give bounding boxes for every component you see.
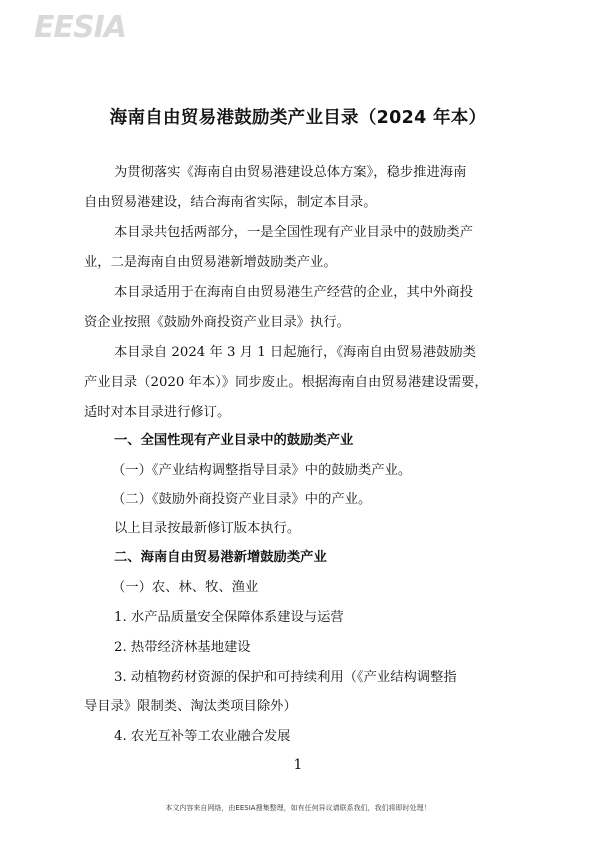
- paragraph-line: 本目录自 2024 年 3 月 1 日起施行，《海南自由贸易港鼓励类: [114, 345, 477, 360]
- document-title: 海南自由贸易港鼓励类产业目录（2024 年本）: [109, 108, 487, 128]
- paragraph-line: 为贯彻落实《海南自由贸易港建设总体方案》，稳步推进海南: [114, 165, 467, 180]
- list-item: 2. 热带经济林基地建设: [114, 640, 251, 655]
- eesia-logo: EESIA: [34, 10, 126, 45]
- paragraph-line: 自由贸易港建设，结合海南省实际，制定本目录。: [84, 195, 377, 210]
- list-item: 1. 水产品质量安全保障体系建设与运营: [114, 610, 344, 625]
- list-item: 3. 动植物药材资源的保护和可持续利用（《产业结构调整指: [114, 670, 457, 685]
- paragraph-line: 以上目录按最新修订版本执行。: [114, 521, 301, 536]
- paragraph-line: 本目录共包括两部分，一是全国性现有产业目录中的鼓励类产: [114, 225, 474, 240]
- paragraph-line: 业，二是海南自由贸易港新增鼓励类产业。: [84, 255, 337, 270]
- list-item: （一）《产业结构调整指导目录》中的鼓励类产业。: [112, 463, 412, 478]
- subsection-heading: （一）农、林、牧、渔业: [112, 580, 259, 595]
- section-heading: 一、全国性现有产业目录中的鼓励类产业: [114, 433, 354, 448]
- footer-disclaimer: 本文内容来自网络，由EESIA搜集整理，如有任何异议请联系我们，我们将即时处理！: [165, 804, 431, 812]
- paragraph-line: 适时对本目录进行修订。: [84, 405, 231, 420]
- paragraph-line: 产业目录（2020 年本）》同步废止。根据海南自由贸易港建设需要，: [84, 375, 488, 390]
- list-item: 4. 农光互补等工农业融合发展: [114, 729, 291, 744]
- paragraph-line: 资企业按照《鼓励外商投资产业目录》执行。: [84, 315, 350, 330]
- list-item-continuation: 导目录》限制类、淘汰类项目除外）: [84, 699, 297, 714]
- paragraph-line: 本目录适用于在海南自由贸易港生产经营的企业，其中外商投: [114, 285, 474, 300]
- list-item: （二）《鼓励外商投资产业目录》中的产业。: [112, 492, 372, 507]
- section-heading: 二、海南自由贸易港新增鼓励类产业: [114, 550, 327, 565]
- page-number: 1: [293, 757, 303, 773]
